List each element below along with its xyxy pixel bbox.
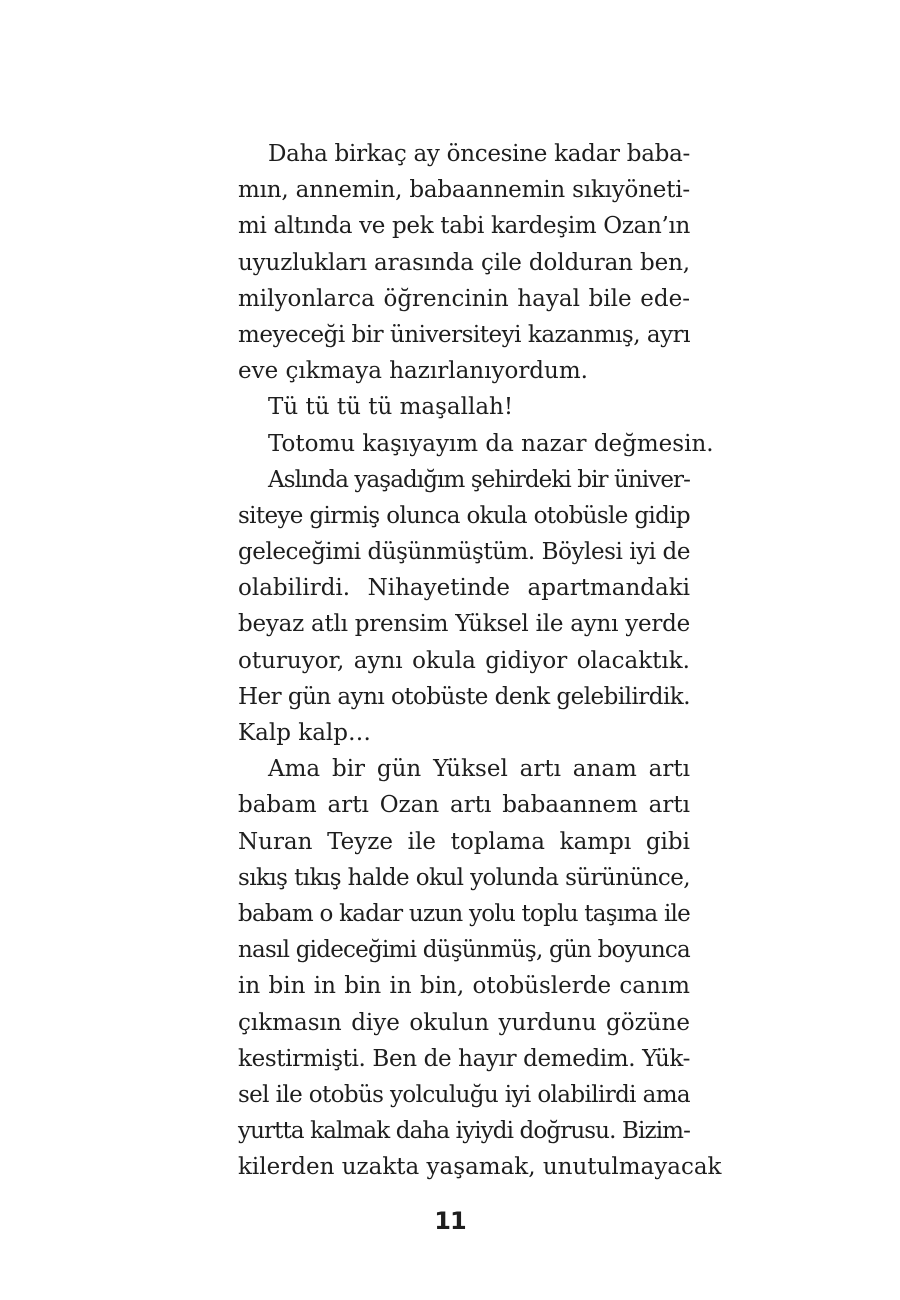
text-line: milyonlarca öğrencinin hayal bile ede- <box>238 285 690 312</box>
text-line: Her gün aynı otobüste denk gelebilirdik. <box>238 683 690 710</box>
text-line: olabilirdi. Nihayetinde apartmandaki <box>238 575 690 602</box>
text-line: kestirmişti. Ben de hayır demedim. Yük- <box>238 1045 690 1072</box>
text-line: babam o kadar uzun yolu toplu taşıma ile <box>238 900 690 927</box>
text-line: eve çıkmaya hazırlanıyordum. <box>238 358 588 385</box>
body-text <box>238 136 722 1185</box>
text-line: kilerden uzakta yaşamak, unutulmayacak <box>238 1154 722 1181</box>
text-line: sel ile otobüs yolculuğu iyi olabilirdi ama <box>238 1081 690 1108</box>
text-line: in bin in bin in bin, otobüslerde canım <box>238 973 690 1000</box>
text-line: Totomu kaşıyayım da nazar değmesin. <box>268 430 714 457</box>
text-line: babam artı Ozan artı babaannem artı <box>238 792 690 819</box>
text-line: yurtta kalmak daha iyiydi doğrusu. Bizim- <box>238 1118 690 1145</box>
text-line: çıkmasın diye okulun yurdunu gözüne <box>238 1009 690 1036</box>
text-line: uyuzlukları arasında çile dolduran ben, <box>238 249 690 276</box>
text-line: siteye girmiş olunca okula otobüsle gidip <box>238 502 690 529</box>
text-line: Aslında yaşadığım şehirdeki bir üniver- <box>268 466 690 493</box>
text-line: Tü tü tü tü maşallah! <box>268 394 514 421</box>
text-line: beyaz atlı prensim Yüksel ile aynı yerde <box>238 611 690 638</box>
text-line: sıkış tıkış halde okul yolunda sürününce, <box>238 864 690 891</box>
text-line: geleceğimi düşünmüştüm. Böylesi iyi de <box>238 539 690 566</box>
text-line: oturuyor, aynı okula gidiyor olacaktık. <box>238 647 690 674</box>
text-line: Daha birkaç ay öncesine kadar baba- <box>268 141 690 167</box>
text-line: Nuran Teyze ile toplama kampı gibi <box>238 828 690 855</box>
page-number: 11 <box>434 1207 466 1235</box>
text-line: Ama bir gün Yüksel artı anam artı <box>268 756 690 783</box>
text-line: mi altında ve pek tabi kardeşim Ozan’ın <box>238 213 690 240</box>
text-line: mın, annemin, babaannemin sıkıyöneti- <box>238 177 690 204</box>
text-line: meyeceği bir üniversiteyi kazanmış, ayrı <box>238 321 690 348</box>
text-line: Kalp kalp… <box>238 720 372 746</box>
text-line: nasıl gideceğimi düşünmüş, gün boyunca <box>238 937 690 964</box>
